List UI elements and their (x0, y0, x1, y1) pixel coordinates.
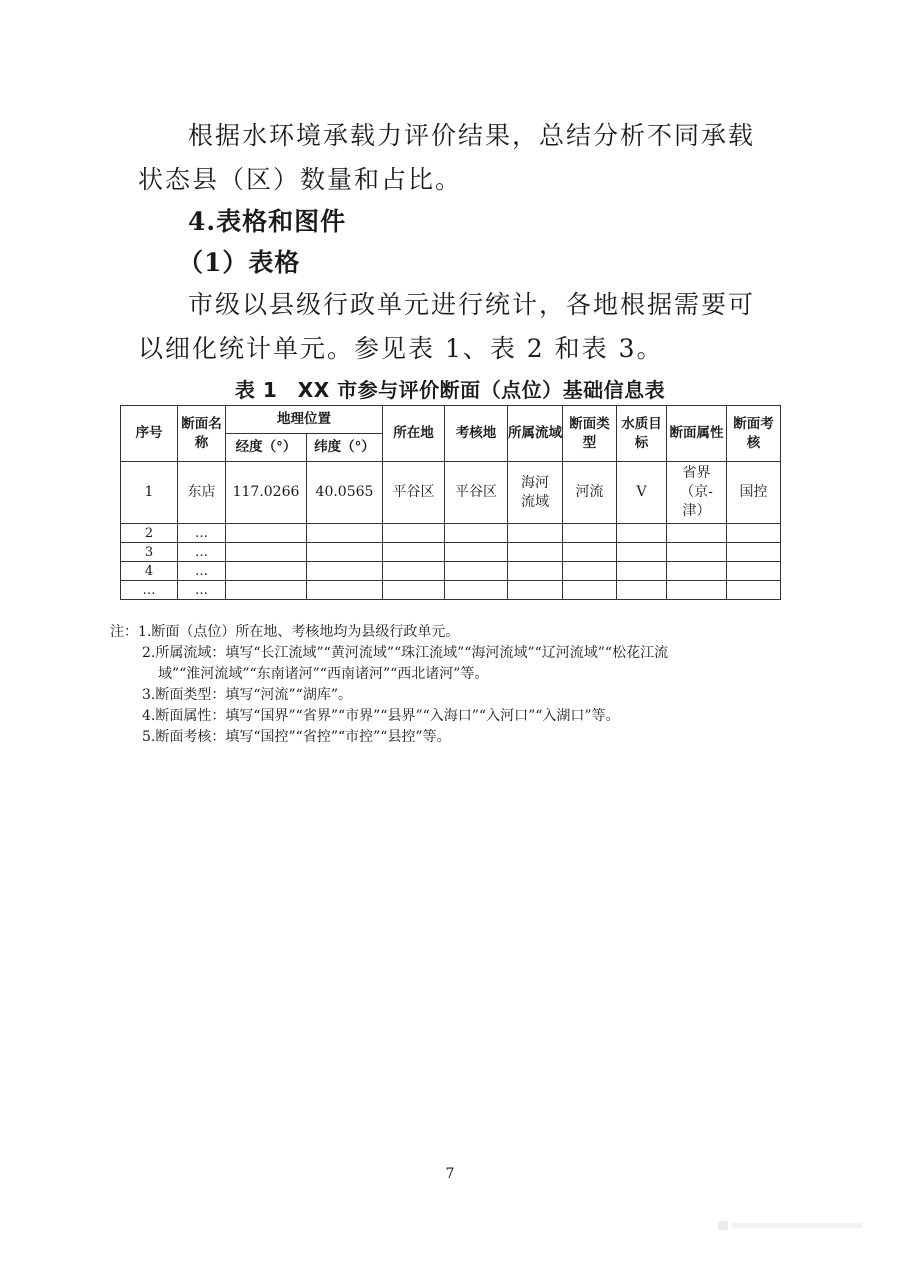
table-notes (110, 622, 790, 748)
cell-level: 国控 (727, 462, 781, 524)
cell-target: V (617, 462, 667, 524)
note-line: 注：1.断面（点位）所在地、考核地均为县级行政单元。 (110, 624, 460, 640)
note-line: 4.断面属性：填写“国界”“省界”“市界”“县界”“入海口”“入河口”“入湖口”等。 (142, 708, 620, 724)
cell-index: 1 (121, 462, 178, 524)
header-geo-location: 地理位置 (226, 406, 383, 434)
header-basin: 所属流域 (508, 406, 563, 462)
table-row (121, 562, 781, 581)
table-row (121, 543, 781, 562)
cell-index: 3 (121, 543, 178, 562)
cell-index: … (121, 581, 178, 600)
header-location: 所在地 (383, 406, 445, 462)
cell-type: 河流 (563, 462, 617, 524)
cell-basin: 海河流域 (508, 462, 563, 524)
cell-name: 东店 (178, 462, 226, 524)
paragraph-evaluation-summary: 根据水环境承载力评价结果，总结分析不同承载状态县（区）数量和占比。 (138, 121, 756, 194)
watermark-logo (718, 1217, 868, 1233)
table-row (121, 524, 781, 543)
section-heading: 4.表格和图件 (188, 207, 347, 236)
page-number: 7 (445, 1166, 455, 1182)
header-section-attr: 断面属性 (667, 406, 727, 462)
header-water-target: 水质目标 (617, 406, 667, 462)
cell-attr: 省界（京-津） (667, 462, 727, 524)
note-line: 5.断面考核：填写“国控”“省控”“市控”“县控”等。 (142, 729, 451, 745)
cell-assess: 平谷区 (445, 462, 508, 524)
cell-latitude: 40.0565 (307, 462, 383, 524)
cell-name: … (178, 524, 226, 543)
note-line: 3.断面类型：填写“河流”“湖库”。 (142, 687, 352, 703)
paragraph-statistics: 市级以县级行政单元进行统计，各地根据需要可以细化统计单元。参见表 1、表 2 和表 3。 (138, 290, 756, 363)
section-info-table (120, 405, 781, 600)
header-index: 序号 (121, 406, 178, 462)
cell-name: … (178, 581, 226, 600)
cell-name: … (178, 562, 226, 581)
table-title: 表 1 XX 市参与评价断面（点位）基础信息表 (234, 378, 666, 402)
header-latitude: 纬度（°） (307, 434, 383, 462)
header-assess-place: 考核地 (445, 406, 508, 462)
cell-longitude: 117.0266 (226, 462, 307, 524)
header-section-type: 断面类型 (563, 406, 617, 462)
header-section-assess: 断面考核 (727, 406, 781, 462)
table-row (121, 581, 781, 600)
cell-index: 4 (121, 562, 178, 581)
cell-location: 平谷区 (383, 462, 445, 524)
cell-name: … (178, 543, 226, 562)
note-line: 2.所属流域：填写“长江流域”“黄河流域”“珠江流域”“海河流域”“辽河流域”“松花江流 (142, 645, 669, 661)
header-section-name: 断面名称 (178, 406, 226, 462)
cell-index: 2 (121, 524, 178, 543)
note-line: 域”“淮河流域”“东南诸河”“西南诸河”“西北诸河”等。 (158, 666, 489, 682)
table-row (121, 462, 781, 524)
subsection-heading: （1）表格 (178, 248, 301, 277)
table-header-row (121, 406, 781, 434)
header-longitude: 经度（°） (226, 434, 307, 462)
